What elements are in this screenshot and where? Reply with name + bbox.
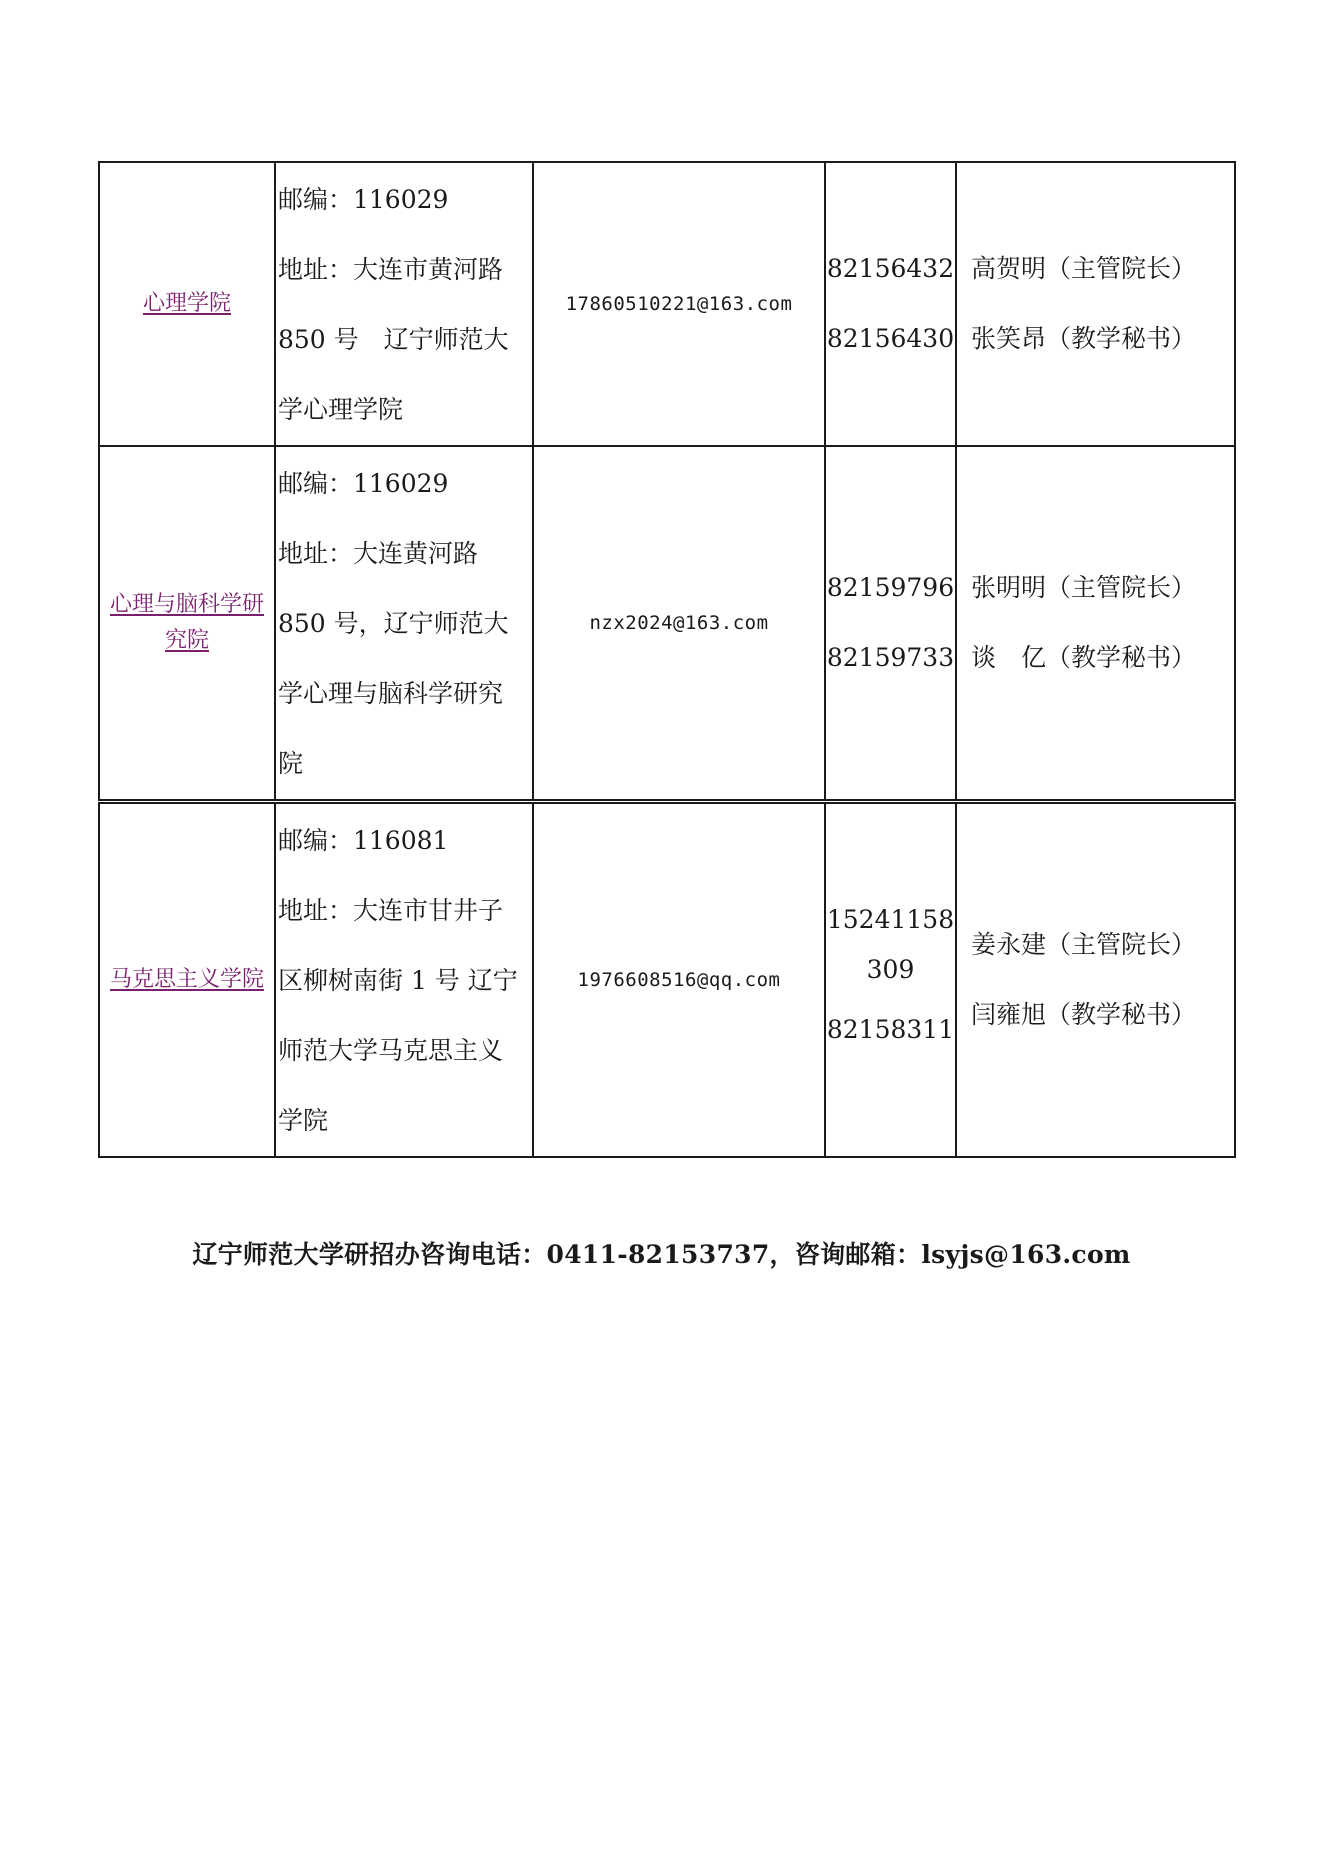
address-line: 850 号，辽宁师范大 xyxy=(278,609,509,638)
department-cell xyxy=(99,802,275,1158)
contact-person: 闫雍旭（教学秘书） xyxy=(971,1000,1197,1029)
phone-number: 82159733 xyxy=(826,643,955,672)
phone-cell xyxy=(825,162,956,446)
admissions-contact-note: 辽宁师范大学研招办咨询电话：0411-82153737，咨询邮箱：lsyjs@163.com xyxy=(192,1240,1131,1269)
department-cell xyxy=(99,162,275,446)
department-cell xyxy=(99,446,275,802)
contact-person: 高贺明（主管院长） xyxy=(971,254,1197,283)
contact-cell xyxy=(956,446,1235,802)
phone-cell xyxy=(825,446,956,802)
email-text: nzx2024@163.com xyxy=(589,612,769,634)
department-link[interactable]: 心理学院 xyxy=(142,291,231,316)
department-contact-table xyxy=(98,161,1236,1158)
phone-cell xyxy=(825,802,956,1158)
phone-number: 82159796 xyxy=(826,573,955,602)
contact-cell xyxy=(956,802,1235,1158)
contact-person: 姜永建（主管院长） xyxy=(971,930,1197,959)
contact-person: 张明明（主管院长） xyxy=(971,573,1197,602)
table-row xyxy=(99,162,1235,446)
contact-person: 谈 亿（教学秘书） xyxy=(971,643,1197,672)
contact-person: 张笑昂（教学秘书） xyxy=(971,324,1197,353)
address-line: 学心理学院 xyxy=(278,395,404,424)
address-line: 学心理与脑科学研究 xyxy=(278,679,504,708)
address-text xyxy=(276,163,532,445)
table-row xyxy=(99,446,1235,802)
department-link[interactable]: 心理与脑科学研究院 xyxy=(109,592,264,653)
email-text: 1976608516@qq.com xyxy=(577,969,781,991)
email-text: 17860510221@163.com xyxy=(565,293,793,315)
email-cell xyxy=(533,162,825,446)
postcode-line: 邮编：116029 xyxy=(278,469,449,498)
address-line: 地址：大连黄河路 xyxy=(278,539,479,568)
phone-number: 82156430 xyxy=(826,324,955,353)
address-line: 院 xyxy=(278,749,304,778)
address-line: 850 号 辽宁师范大 xyxy=(278,325,509,354)
email-cell xyxy=(533,446,825,802)
address-line: 学院 xyxy=(278,1106,329,1135)
department-link[interactable]: 马克思主义学院 xyxy=(109,967,264,992)
email-cell xyxy=(533,802,825,1158)
postcode-line: 邮编：116081 xyxy=(278,826,449,855)
address-cell xyxy=(275,802,533,1158)
contact-cell xyxy=(956,162,1235,446)
address-text xyxy=(276,804,532,1156)
address-line: 区柳树南街 1 号 辽宁 xyxy=(278,966,518,995)
phone-number: 82156432 xyxy=(826,254,955,283)
phone-number: 82158311 xyxy=(826,1015,955,1044)
address-line: 地址：大连市甘井子 xyxy=(278,896,504,925)
address-cell xyxy=(275,446,533,802)
postcode-line: 邮编：116029 xyxy=(278,185,449,214)
table-row xyxy=(99,802,1235,1158)
phone-number: 15241158309 xyxy=(826,905,955,984)
address-cell xyxy=(275,162,533,446)
address-line: 地址：大连市黄河路 xyxy=(278,255,504,284)
address-line: 师范大学马克思主义 xyxy=(278,1036,504,1065)
address-text xyxy=(276,447,532,799)
